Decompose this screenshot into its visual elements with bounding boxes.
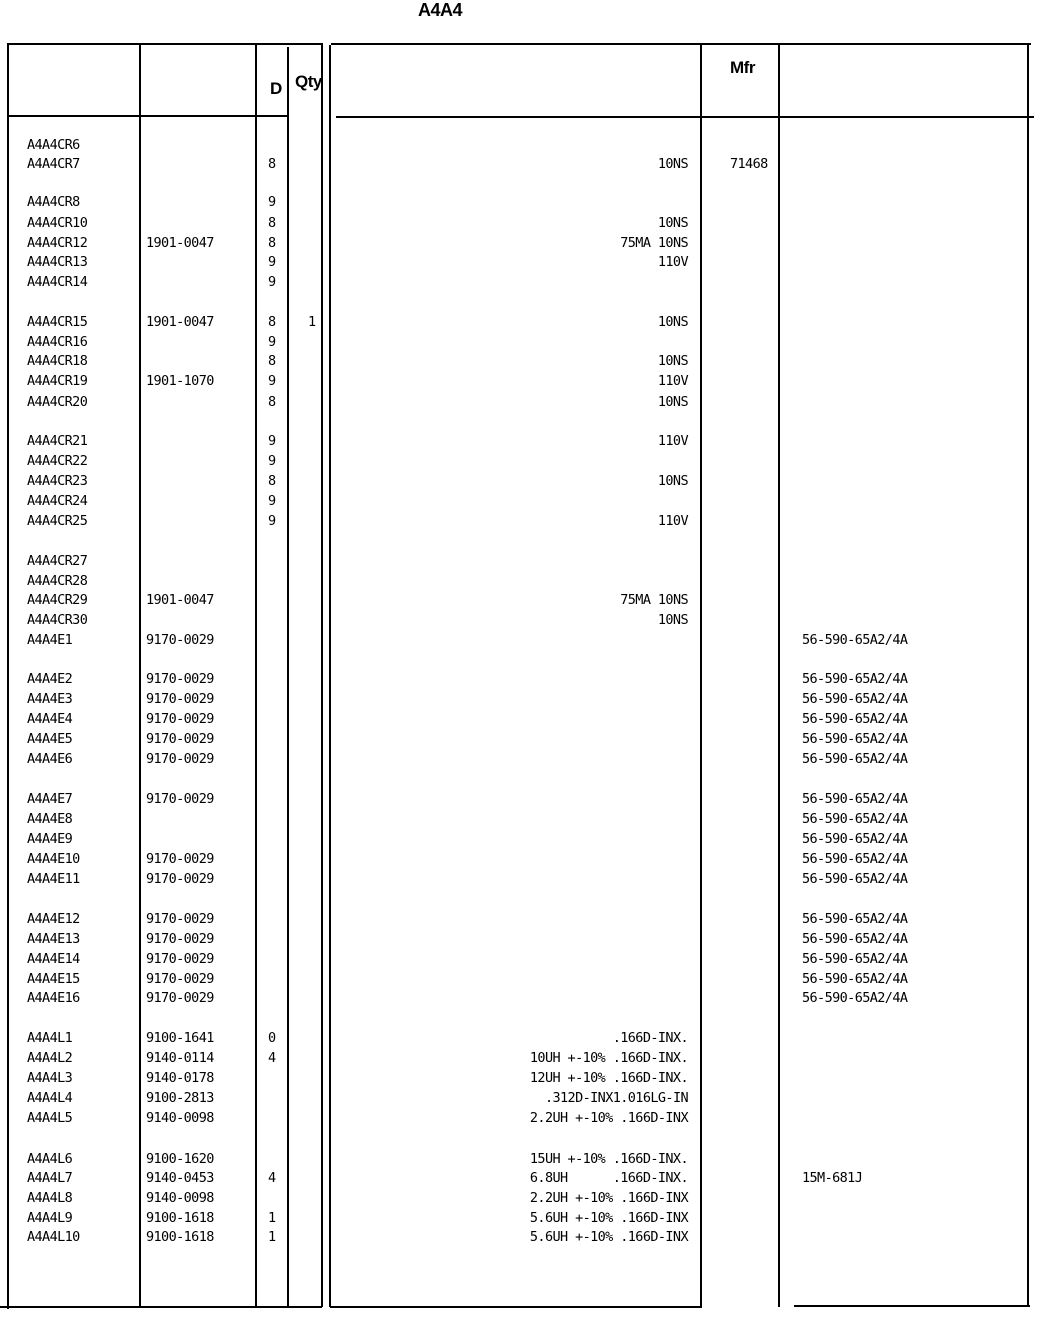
- cell-ref: A4A4L3: [27, 1070, 73, 1086]
- cell-ref: A4A4E16: [27, 990, 80, 1006]
- cell-ref: A4A4E11: [27, 871, 80, 887]
- cell-ref: A4A4E10: [27, 851, 80, 867]
- cell-part: 9140-0098: [146, 1190, 214, 1206]
- cell-d: 0: [268, 1030, 276, 1046]
- cell-ref: A4A4CR19: [27, 373, 88, 389]
- cell-ref: A4A4L6: [27, 1151, 73, 1167]
- cell-ref: A4A4CR20: [27, 394, 88, 410]
- col-divider-ref: [139, 45, 141, 1307]
- cell-desc: 2.2UH +-10% .166D-INX: [529, 1110, 688, 1126]
- cell-ref: A4A4CR6: [27, 137, 80, 153]
- cell-desc: 10NS: [657, 394, 688, 410]
- cell-d: 9: [268, 334, 276, 350]
- cell-ref: A4A4E8: [27, 811, 73, 827]
- cell-part: 9170-0029: [146, 971, 214, 987]
- cell-ref: A4A4E6: [27, 751, 73, 767]
- cell-part: 1901-0047: [146, 314, 214, 330]
- cell-mfr-part: 56-590-65A2/4A: [802, 731, 908, 747]
- cell-part: 9170-0029: [146, 911, 214, 927]
- cell-desc: 10NS: [657, 612, 688, 628]
- cell-ref: A4A4CR8: [27, 194, 80, 210]
- cell-mfr-part: 15M-681J: [802, 1170, 863, 1186]
- cell-d: 8: [268, 215, 276, 231]
- cell-ref: A4A4CR28: [27, 573, 88, 589]
- col-divider-desc-left: [329, 45, 331, 1307]
- cell-d: 1: [268, 1210, 276, 1226]
- cell-ref: A4A4L2: [27, 1050, 73, 1066]
- cell-ref: A4A4CR21: [27, 433, 88, 449]
- cell-ref: A4A4E13: [27, 931, 80, 947]
- cell-d: 8: [268, 353, 276, 369]
- cell-part: 1901-1070: [146, 373, 214, 389]
- cell-part: 9170-0029: [146, 851, 214, 867]
- header-bottom-rule-right: [336, 116, 1034, 118]
- cell-part: 9100-1641: [146, 1030, 214, 1046]
- cell-part: 9100-2813: [146, 1090, 214, 1106]
- cell-ref: A4A4L10: [27, 1229, 80, 1245]
- cell-qty: 1: [308, 314, 316, 330]
- cell-d: 9: [268, 513, 276, 529]
- cell-ref: A4A4E1: [27, 632, 73, 648]
- cell-part: 9170-0029: [146, 791, 214, 807]
- cell-ref: A4A4L7: [27, 1170, 73, 1186]
- cell-mfr-part: 56-590-65A2/4A: [802, 691, 908, 707]
- col-divider-d: [287, 47, 289, 1307]
- cell-part: 9170-0029: [146, 671, 214, 687]
- cell-ref: A4A4L5: [27, 1110, 73, 1126]
- cell-d: 8: [268, 156, 276, 172]
- cell-ref: A4A4E4: [27, 711, 73, 727]
- col-divider-right: [1027, 45, 1029, 1307]
- table-top-rule-right: [331, 43, 1031, 45]
- cell-ref: A4A4L9: [27, 1210, 73, 1226]
- header-mfr: Mfr: [730, 58, 755, 77]
- cell-d: 9: [268, 373, 276, 389]
- cell-desc: 75MA 10NS: [620, 592, 688, 608]
- cell-ref: A4A4E7: [27, 791, 73, 807]
- cell-ref: A4A4CR12: [27, 235, 88, 251]
- cell-desc: 110V: [657, 373, 688, 389]
- cell-ref: A4A4CR30: [27, 612, 88, 628]
- cell-mfr-part: 56-590-65A2/4A: [802, 871, 908, 887]
- cell-ref: A4A4E12: [27, 911, 80, 927]
- cell-mfr-part: 56-590-65A2/4A: [802, 971, 908, 987]
- cell-ref: A4A4CR25: [27, 513, 88, 529]
- table-bottom-rule-right: [330, 1306, 702, 1308]
- cell-part: 9100-1618: [146, 1229, 214, 1245]
- cell-desc: 10UH +-10% .166D-INX.: [529, 1050, 688, 1066]
- cell-desc: .312D-INX1.016LG-IN: [544, 1090, 688, 1106]
- cell-part: 9170-0029: [146, 751, 214, 767]
- page-title: A4A4: [418, 0, 463, 20]
- cell-ref: A4A4CR13: [27, 254, 88, 270]
- cell-mfr-part: 56-590-65A2/4A: [802, 851, 908, 867]
- cell-part: 9140-0098: [146, 1110, 214, 1126]
- cell-mfr-part: 56-590-65A2/4A: [802, 811, 908, 827]
- cell-desc: 10NS: [657, 473, 688, 489]
- cell-mfr-part: 56-590-65A2/4A: [802, 791, 908, 807]
- cell-ref: A4A4CR29: [27, 592, 88, 608]
- col-divider-desc: [700, 45, 702, 1307]
- cell-mfr-part: 56-590-65A2/4A: [802, 911, 908, 927]
- cell-ref: A4A4CR22: [27, 453, 88, 469]
- cell-ref: A4A4E2: [27, 671, 73, 687]
- cell-part: 9140-0178: [146, 1070, 214, 1086]
- cell-mfr: 71468: [730, 156, 768, 172]
- cell-desc: 110V: [657, 433, 688, 449]
- cell-mfr-part: 56-590-65A2/4A: [802, 931, 908, 947]
- cell-d: 1: [268, 1229, 276, 1245]
- cell-d: 9: [268, 254, 276, 270]
- cell-part: 9140-0453: [146, 1170, 214, 1186]
- cell-mfr-part: 56-590-65A2/4A: [802, 751, 908, 767]
- col-divider-left: [7, 43, 9, 1309]
- cell-desc: 10NS: [657, 353, 688, 369]
- cell-mfr-part: 56-590-65A2/4A: [802, 632, 908, 648]
- cell-part: 9170-0029: [146, 931, 214, 947]
- cell-desc: 15UH +-10% .166D-INX.: [529, 1151, 688, 1167]
- cell-part: 1901-0047: [146, 592, 214, 608]
- cell-part: 9170-0029: [146, 731, 214, 747]
- cell-desc: 10NS: [657, 314, 688, 330]
- cell-ref: A4A4L8: [27, 1190, 73, 1206]
- cell-mfr-part: 56-590-65A2/4A: [802, 831, 908, 847]
- cell-ref: A4A4CR16: [27, 334, 88, 350]
- cell-part: 9100-1620: [146, 1151, 214, 1167]
- cell-ref: A4A4CR24: [27, 493, 88, 509]
- cell-part: 9170-0029: [146, 632, 214, 648]
- cell-ref: A4A4L4: [27, 1090, 73, 1106]
- cell-part: 9170-0029: [146, 871, 214, 887]
- cell-ref: A4A4CR18: [27, 353, 88, 369]
- cell-ref: A4A4E9: [27, 831, 73, 847]
- cell-desc: 110V: [657, 513, 688, 529]
- cell-desc: 12UH +-10% .166D-INX.: [529, 1070, 688, 1086]
- cell-desc: 2.2UH +-10% .166D-INX: [529, 1190, 688, 1206]
- header-qty: Qty: [295, 72, 322, 91]
- cell-desc: 75MA 10NS: [620, 235, 688, 251]
- cell-part: 9170-0029: [146, 711, 214, 727]
- cell-desc: 110V: [657, 254, 688, 270]
- table-top-rule: [8, 43, 323, 45]
- cell-desc: 6.8UH .166D-INX.: [529, 1170, 688, 1186]
- cell-part: 9100-1618: [146, 1210, 214, 1226]
- cell-d: 4: [268, 1170, 276, 1186]
- cell-d: 9: [268, 274, 276, 290]
- cell-ref: A4A4L1: [27, 1030, 73, 1046]
- cell-d: 9: [268, 194, 276, 210]
- cell-mfr-part: 56-590-65A2/4A: [802, 711, 908, 727]
- cell-ref: A4A4CR10: [27, 215, 88, 231]
- cell-part: 9170-0029: [146, 990, 214, 1006]
- cell-ref: A4A4CR14: [27, 274, 88, 290]
- header-bottom-rule: [8, 115, 288, 117]
- cell-mfr-part: 56-590-65A2/4A: [802, 671, 908, 687]
- cell-ref: A4A4E3: [27, 691, 73, 707]
- cell-d: 8: [268, 473, 276, 489]
- cell-ref: A4A4CR23: [27, 473, 88, 489]
- cell-d: 9: [268, 433, 276, 449]
- cell-d: 8: [268, 394, 276, 410]
- cell-part: 9170-0029: [146, 691, 214, 707]
- cell-ref: A4A4CR27: [27, 553, 88, 569]
- col-divider-mfr: [778, 45, 780, 1307]
- cell-desc: 5.6UH +-10% .166D-INX: [529, 1210, 688, 1226]
- cell-part: 1901-0047: [146, 235, 214, 251]
- cell-part: 9170-0029: [146, 951, 214, 967]
- cell-desc: 10NS: [657, 156, 688, 172]
- cell-ref: A4A4CR15: [27, 314, 88, 330]
- cell-ref: A4A4E15: [27, 971, 80, 987]
- cell-part: 9140-0114: [146, 1050, 214, 1066]
- table-bottom-rule-far: [794, 1305, 1030, 1307]
- col-divider-qty: [321, 45, 323, 1307]
- cell-desc: .166D-INX.: [612, 1030, 688, 1046]
- cell-desc: 5.6UH +-10% .166D-INX: [529, 1229, 688, 1245]
- cell-d: 8: [268, 314, 276, 330]
- cell-d: 9: [268, 453, 276, 469]
- cell-ref: A4A4E14: [27, 951, 80, 967]
- cell-ref: A4A4CR7: [27, 156, 80, 172]
- cell-d: 8: [268, 235, 276, 251]
- col-divider-part: [255, 45, 257, 1307]
- cell-d: 9: [268, 493, 276, 509]
- cell-ref: A4A4E5: [27, 731, 73, 747]
- table-bottom-rule: [0, 1306, 322, 1308]
- cell-mfr-part: 56-590-65A2/4A: [802, 951, 908, 967]
- cell-desc: 10NS: [657, 215, 688, 231]
- cell-d: 4: [268, 1050, 276, 1066]
- cell-mfr-part: 56-590-65A2/4A: [802, 990, 908, 1006]
- header-d: D: [270, 79, 282, 98]
